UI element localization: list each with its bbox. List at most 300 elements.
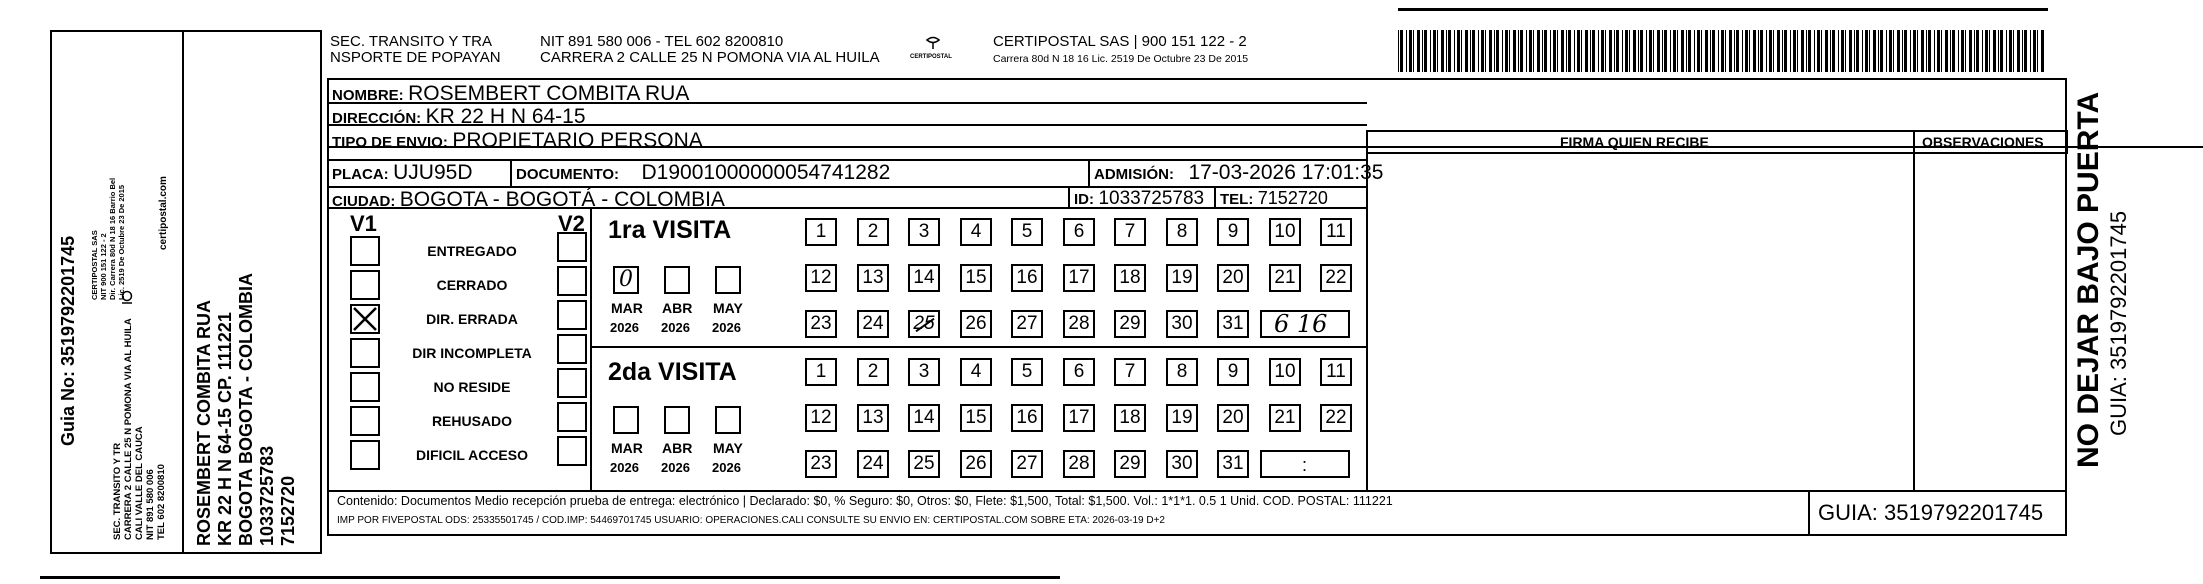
- stub-sender-line: CALI VALLE DEL CAUCA: [134, 426, 145, 540]
- v2-label: V2: [558, 211, 585, 236]
- barcode-bar: [1745, 30, 1748, 72]
- visit1-day-box[interactable]: 4: [960, 218, 992, 246]
- barcode-bar: [1974, 30, 1975, 72]
- visit1-day-box[interactable]: 25: [908, 310, 940, 338]
- visit2-day-box[interactable]: 8: [1166, 358, 1198, 386]
- stub-carrier-line: Lic. 2519 De Octubre 23 De 2015: [117, 184, 126, 300]
- visit1-day-box[interactable]: 20: [1217, 264, 1249, 292]
- barcode-bar: [1965, 30, 1966, 72]
- header-carrier-line-2: Carrera 80d N 18 16 Lic. 2519 De Octubre 23 De 2015: [993, 53, 1249, 65]
- barcode-bar: [1897, 30, 1900, 72]
- barcode-bar: [1718, 30, 1719, 72]
- barcode-bar: [1921, 30, 1924, 72]
- barcode-bar: [1509, 30, 1510, 72]
- nombre-field: [332, 83, 689, 104]
- barcode-bar: [2033, 30, 2036, 72]
- header-sender-address: CARRERA 2 CALLE 25 N POMONA VIA AL HUILA: [540, 49, 880, 66]
- visit1-day-box[interactable]: 14: [908, 264, 940, 292]
- barcode-bar: [1574, 30, 1575, 72]
- barcode-bar: [2037, 30, 2038, 72]
- visit1-time-box: [1260, 310, 1350, 338]
- barcode-bar: [1845, 30, 1846, 72]
- stub-carrier: [90, 178, 126, 300]
- visit2-title: 2da VISITA: [608, 358, 737, 386]
- tipo-label: TIPO DE ENVIO:: [332, 134, 448, 151]
- barcode-bar: [1470, 30, 1471, 72]
- top-right-rule: [1398, 8, 2048, 11]
- visit1-month-box[interactable]: [664, 266, 690, 294]
- tel-divider: [1214, 186, 1216, 207]
- barcode-bar: [1926, 30, 1927, 72]
- barcode-bar: [1945, 30, 1948, 72]
- status-col-right: [590, 207, 592, 490]
- visit1-month-label: MAR: [611, 300, 643, 316]
- stub-recipient: [194, 273, 299, 546]
- visit2-day-box[interactable]: 11: [1320, 358, 1352, 386]
- visit1-day-box[interactable]: 27: [1011, 310, 1043, 338]
- barcode-bar: [1638, 30, 1639, 72]
- visit2-day-box[interactable]: 10: [1269, 358, 1301, 386]
- visit2-day-box[interactable]: 28: [1063, 450, 1095, 478]
- barcode-bar: [1673, 30, 1676, 72]
- status-v1-checkbox[interactable]: [350, 338, 380, 368]
- barcode-bar: [1701, 30, 1702, 72]
- barcode-bar: [1777, 30, 1780, 72]
- barcode-bar: [1806, 30, 1807, 72]
- visit1-day-box[interactable]: 7: [1114, 218, 1146, 246]
- visit2-day-box[interactable]: 19: [1166, 404, 1198, 432]
- visit2-month-box[interactable]: [715, 406, 741, 434]
- barcode-bar: [1766, 30, 1767, 72]
- status-v2-checkbox[interactable]: [557, 436, 587, 466]
- barcode-bar: [1869, 30, 1870, 72]
- visit1-day-box[interactable]: 11: [1320, 218, 1352, 246]
- visit1-day-box[interactable]: 13: [857, 264, 889, 292]
- visit2-time-placeholder: :: [1302, 455, 1308, 475]
- barcode-top-right: [1398, 30, 2050, 72]
- status-v2-checkbox[interactable]: [557, 402, 587, 432]
- barcode-bar: [1485, 30, 1486, 72]
- placa-value: UJU95D: [393, 161, 473, 184]
- barcode-bar: [1712, 30, 1715, 72]
- visit1-day-box[interactable]: 31: [1217, 310, 1249, 338]
- barcode-bar: [1982, 30, 1983, 72]
- barcode-bar: [1808, 30, 1811, 72]
- bottom-rule: [40, 576, 1060, 579]
- v1-label: V1: [350, 211, 377, 236]
- barcode-bar: [1409, 30, 1412, 72]
- tel-field: [1220, 189, 1328, 208]
- col-firma-left: [1366, 130, 1368, 491]
- barcode-bar: [1854, 30, 1855, 72]
- visit1-day-box[interactable]: 23: [805, 310, 837, 338]
- direccion-field: [332, 106, 586, 127]
- stub-sender-line: SEC. TRANSITO Y TR: [112, 442, 123, 540]
- barcode-bar: [1553, 30, 1556, 72]
- barcode-bar: [1433, 30, 1436, 72]
- barcode-bar: [1481, 30, 1484, 72]
- barcode-bar: [1662, 30, 1663, 72]
- visit1-month-label: MAY: [713, 300, 743, 316]
- visit1-day-box[interactable]: 2: [857, 218, 889, 246]
- barcode-bar: [1889, 30, 1892, 72]
- admision-value: 17-03-2026 17:01:35: [1188, 161, 1384, 184]
- visit1-day-box[interactable]: 10: [1269, 218, 1301, 246]
- barcode-bar: [1502, 30, 1503, 72]
- barcode-bar: [1913, 30, 1916, 72]
- barcode-bar: [1577, 30, 1580, 72]
- visit1-day-box[interactable]: 1: [805, 218, 837, 246]
- status-v2-checkbox[interactable]: [557, 266, 587, 296]
- firma-header: FIRMA QUIEN RECIBE: [1560, 134, 1709, 150]
- barcode-bar: [1950, 30, 1951, 72]
- barcode-bar: [1437, 30, 1438, 72]
- visit2-month-box[interactable]: [613, 406, 639, 434]
- barcode-bar: [1557, 30, 1558, 72]
- header-sender-name: [330, 34, 501, 66]
- no-dejar-bajo-puerta: NO DEJAR BAJO PUERTA: [2072, 91, 2105, 468]
- barcode-bar: [1592, 30, 1595, 72]
- barcode-bar: [1496, 30, 1499, 72]
- visit2-day-box[interactable]: 12: [805, 404, 837, 432]
- barcode-bar: [1598, 30, 1599, 72]
- barcode-bar: [1646, 30, 1647, 72]
- barcode-bar: [1537, 30, 1540, 72]
- visit2-day-box[interactable]: 1: [805, 358, 837, 386]
- visit2-month-box[interactable]: [664, 406, 690, 434]
- barcode-bar: [1550, 30, 1551, 72]
- visit2-day-box[interactable]: 18: [1114, 404, 1146, 432]
- barcode-bar: [1422, 30, 1423, 72]
- barcode-bar: [1880, 30, 1883, 72]
- barcode-bar: [1533, 30, 1534, 72]
- visit1-day-box[interactable]: 5: [1011, 218, 1043, 246]
- stub-carrier-line: Dir. Carrera 80d N 18 16 Barrio Bel: [108, 177, 117, 300]
- barcode-bar: [1581, 30, 1582, 72]
- visit2-day-box[interactable]: 24: [857, 450, 889, 478]
- barcode-bar: [1917, 30, 1918, 72]
- visit2-day-box[interactable]: 2: [857, 358, 889, 386]
- barcode-bar: [2013, 30, 2014, 72]
- barcode-bar: [2006, 30, 2007, 72]
- status-v2-checkbox[interactable]: [557, 334, 587, 364]
- header-sender-name-1: SEC. TRANSITO Y TRA: [330, 33, 492, 50]
- visit1-day-box[interactable]: 16: [1011, 264, 1043, 292]
- visit1-day-box[interactable]: 15: [960, 264, 992, 292]
- tel-label: TEL:: [1220, 191, 1254, 208]
- status-v2-checkbox[interactable]: [557, 368, 587, 398]
- barcode-bar: [1793, 30, 1796, 72]
- barcode-bar: [1400, 30, 1403, 72]
- visit2-day-box[interactable]: 26: [960, 450, 992, 478]
- visit1-day-box[interactable]: 8: [1166, 218, 1198, 246]
- visit2-day-box[interactable]: 3: [908, 358, 940, 386]
- visit2-day-box[interactable]: 16: [1011, 404, 1043, 432]
- barcode-bar: [1734, 30, 1735, 72]
- status-label: DIFICIL ACCESO: [415, 447, 528, 463]
- barcode-bar: [1544, 30, 1547, 72]
- barcode-bar: [2017, 30, 2020, 72]
- barcode-bar: [1513, 30, 1516, 72]
- stub-carrier-line: NIT 900 151 122 - 2: [99, 233, 108, 300]
- visit2-day-box[interactable]: 25: [908, 450, 940, 478]
- barcode-bar: [1561, 30, 1564, 72]
- documento-value: D19001000000054741282: [641, 161, 891, 184]
- nombre-value: ROSEMBERT COMBITA RUA: [408, 82, 690, 105]
- visit1-day-box[interactable]: 19: [1166, 264, 1198, 292]
- status-label: ENTREGADO: [427, 243, 517, 259]
- stub-guia-number: Guia No: 3519792201745: [58, 235, 78, 446]
- tipo-value: PROPIETARIO PERSONA: [452, 129, 703, 152]
- visit2-month-label: MAR: [611, 440, 643, 456]
- barcode-bar: [1465, 30, 1468, 72]
- stub-sender: [112, 318, 167, 540]
- barcode-bar: [1934, 30, 1935, 72]
- barcode-bar: [1526, 30, 1527, 72]
- barcode-bar: [1928, 30, 1931, 72]
- visit1-day-box[interactable]: 12: [805, 264, 837, 292]
- barcode-bar: [1633, 30, 1636, 72]
- barcode-bar: [1448, 30, 1451, 72]
- header-certipostal-logo: [908, 34, 958, 66]
- footer-line-1: Contenido: Documentos Medio recepción prueba de entrega: electrónico | Declarado: $0, % Seguro: $0, Otros: $0, Flete: $1,500, Total: $1,500. Vol.: 1*1*1. 0.5 1 Unid. COD. POSTAL: 111221: [337, 494, 1393, 508]
- right-margin-guia: GUIA: 3519792201745: [2106, 210, 2131, 436]
- visit2-day-box[interactable]: 20: [1217, 404, 1249, 432]
- visit1-handwritten-time: 6 16: [1274, 310, 1328, 338]
- footer-guia: GUIA: 3519792201745: [1818, 500, 2044, 525]
- visit2-day-box[interactable]: 6: [1063, 358, 1095, 386]
- visit1-day-box[interactable]: 9: [1217, 218, 1249, 246]
- visit1-day-box[interactable]: 24: [857, 310, 889, 338]
- visit2-day-box[interactable]: 29: [1114, 450, 1146, 478]
- barcode-bar: [1865, 30, 1868, 72]
- ciudad-label: CIUDAD:: [332, 193, 396, 210]
- barcode-bar: [1801, 30, 1804, 72]
- barcode-bar: [1989, 30, 1990, 72]
- day-strike-mark: [915, 318, 934, 332]
- barcode-bar: [1862, 30, 1863, 72]
- stub-recipient-line: BOGOTA BOGOTA - COLOMBIA: [236, 273, 256, 546]
- barcode-bar: [1697, 30, 1700, 72]
- barcode-bar: [1566, 30, 1567, 72]
- barcode-bar: [1886, 30, 1887, 72]
- barcode-bar: [2030, 30, 2031, 72]
- status-label: REHUSADO: [431, 413, 513, 429]
- documento-field: [516, 162, 890, 183]
- visit2-day-box[interactable]: 30: [1166, 450, 1198, 478]
- admision-divider: [1088, 159, 1090, 186]
- barcode-bar: [1769, 30, 1772, 72]
- visit1-year-label: 2026: [661, 320, 690, 335]
- header-sender-nit: NIT 891 580 006 - TEL 602 8200810: [540, 33, 784, 50]
- visit2-day-box[interactable]: 23: [805, 450, 837, 478]
- barcode-bar: [1821, 30, 1822, 72]
- visit1-day-box[interactable]: 3: [908, 218, 940, 246]
- barcode-bar: [1742, 30, 1743, 72]
- barcode-bar: [1664, 30, 1667, 72]
- barcode-bar: [1976, 30, 1979, 72]
- barcode-bar: [1472, 30, 1475, 72]
- id-label: ID:: [1074, 191, 1094, 208]
- stub-recipient-line: ROSEMBERT COMBITA RUA: [194, 300, 214, 546]
- barcode-bar: [1773, 30, 1774, 72]
- visit2-day-box[interactable]: 15: [960, 404, 992, 432]
- visit2-day-box[interactable]: 14: [908, 404, 940, 432]
- barcode-bar: [1832, 30, 1835, 72]
- barcode-bar: [1461, 30, 1462, 72]
- visit1-year-label: 2026: [712, 320, 741, 335]
- barcode-bar: [1622, 30, 1623, 72]
- barcode-bar: [1457, 30, 1460, 72]
- barcode-bar: [1398, 30, 1399, 72]
- visit2-day-box[interactable]: 17: [1063, 404, 1095, 432]
- stub-carrier-site: certipostal.com: [158, 176, 169, 250]
- direccion-value: KR 22 H N 64-15: [425, 105, 586, 128]
- visit2-day-box[interactable]: 21: [1269, 404, 1301, 432]
- stub-carrier-line: CERTIPOSTAL SAS: [90, 230, 99, 300]
- status-v1-checkbox[interactable]: [350, 304, 380, 334]
- barcode-bar: [1758, 30, 1759, 72]
- visit2-day-box[interactable]: 7: [1114, 358, 1146, 386]
- admision-field: [1094, 162, 1383, 183]
- stub-sender-line: NIT 891 580 006: [145, 469, 156, 540]
- visit1-day-box[interactable]: 26: [960, 310, 992, 338]
- barcode-bar: [2022, 30, 2023, 72]
- status-v1-checkbox[interactable]: [350, 440, 380, 470]
- barcode-bar: [1721, 30, 1724, 72]
- visit2-day-box[interactable]: 4: [960, 358, 992, 386]
- barcode-bar: [1417, 30, 1420, 72]
- barcode-bar: [1601, 30, 1604, 72]
- status-v1-checkbox[interactable]: [350, 406, 380, 436]
- barcode-bar: [1520, 30, 1523, 72]
- status-v1-checkbox[interactable]: [350, 270, 380, 300]
- visit1-day-box[interactable]: 22: [1320, 264, 1352, 292]
- header-sender-info: [540, 34, 880, 66]
- header-carrier-line-1: CERTIPOSTAL SAS | 900 151 122 - 2: [993, 33, 1247, 50]
- tel-value: 7152720: [1257, 188, 1328, 208]
- barcode-bar: [1893, 30, 1894, 72]
- barcode-bar: [1609, 30, 1612, 72]
- visit2-day-box[interactable]: 27: [1011, 450, 1043, 478]
- barcode-bar: [1937, 30, 1940, 72]
- barcode-bar: [1625, 30, 1628, 72]
- visit1-day-box[interactable]: 29: [1114, 310, 1146, 338]
- visit1-month-box[interactable]: [613, 266, 639, 294]
- barcode-bar: [1878, 30, 1879, 72]
- barcode-bar: [1784, 30, 1787, 72]
- visit2-day-box[interactable]: 31: [1217, 450, 1249, 478]
- barcode-bar: [1958, 30, 1959, 72]
- header-logo-text: CERTIPOSTAL: [910, 54, 952, 60]
- barcode-bar: [1454, 30, 1455, 72]
- barcode-bar: [1430, 30, 1431, 72]
- barcode-bar: [1629, 30, 1630, 72]
- barcode-bar: [1710, 30, 1711, 72]
- barcode-bar: [1518, 30, 1519, 72]
- barcode-bar: [1760, 30, 1763, 72]
- barcode-bar: [2041, 30, 2044, 72]
- placa-field: [332, 162, 472, 183]
- barcode-bar: [1998, 30, 1999, 72]
- barcode-bar: [1614, 30, 1615, 72]
- checkbox-x-mark: [352, 306, 378, 332]
- status-v2-checkbox[interactable]: [557, 300, 587, 330]
- barcode-bar: [1585, 30, 1588, 72]
- barcode-bar: [1790, 30, 1791, 72]
- status-v2-checkbox[interactable]: [557, 232, 587, 262]
- id-value: 1033725783: [1098, 188, 1205, 209]
- barcode-bar: [1902, 30, 1903, 72]
- barcode-bar: [1873, 30, 1876, 72]
- barcode-bar: [1605, 30, 1606, 72]
- barcode-bar: [1725, 30, 1726, 72]
- stub-recipient-line: KR 22 H N 64-15 CP. 111221: [215, 312, 235, 546]
- barcode-bar: [1985, 30, 1988, 72]
- stub-carrier-logo: [120, 290, 134, 306]
- barcode-bar: [1904, 30, 1907, 72]
- visit1-day-box[interactable]: 28: [1063, 310, 1095, 338]
- barcode-bar: [1729, 30, 1732, 72]
- barcode-bar: [1446, 30, 1447, 72]
- barcode-bar: [1686, 30, 1687, 72]
- barcode-bar: [1616, 30, 1619, 72]
- barcode-bar: [1489, 30, 1492, 72]
- barcode-bar: [1542, 30, 1543, 72]
- visit2-day-box[interactable]: 5: [1011, 358, 1043, 386]
- status-label: DIR. ERRADA: [426, 311, 518, 327]
- ciudad-value: BOGOTA - BOGOTÁ - COLOMBIA: [399, 188, 725, 211]
- barcode-bar: [1941, 30, 1942, 72]
- footer-line-2: IMP POR FIVEPOSTAL ODS: 25335501745 / COD.IMP: 54469701745 USUARIO: OPERACIONES.CALI CONSULTE SU ENVIO EN: CERTIPOSTAL.COM SOBRE ETA: 2026-03-19 D+2: [337, 515, 1165, 526]
- barcode-bar: [1681, 30, 1684, 72]
- visit1-day-box[interactable]: 21: [1269, 264, 1301, 292]
- barcode-bar: [1413, 30, 1414, 72]
- visit2-month-label: MAY: [713, 440, 743, 456]
- barcode-bar: [1838, 30, 1839, 72]
- barcode-bar: [1494, 30, 1495, 72]
- visit2-day-box[interactable]: 22: [1320, 404, 1352, 432]
- placa-label: PLACA:: [332, 166, 389, 183]
- row-line: [590, 346, 1367, 348]
- visit1-day-box[interactable]: 17: [1063, 264, 1095, 292]
- visit1-day-box[interactable]: 30: [1166, 310, 1198, 338]
- visit1-day-box[interactable]: 18: [1114, 264, 1146, 292]
- visit2-day-box[interactable]: 9: [1217, 358, 1249, 386]
- visit1-title: 1ra VISITA: [608, 216, 732, 244]
- stub-recipient-line: 1033725783: [257, 445, 277, 546]
- status-v1-checkbox[interactable]: [350, 372, 380, 402]
- status-v1-checkbox[interactable]: [350, 236, 380, 266]
- barcode-bar: [1961, 30, 1964, 72]
- barcode-bar: [1830, 30, 1831, 72]
- visit1-month-label: ABR: [662, 300, 693, 316]
- direccion-label: DIRECCIÓN:: [332, 110, 422, 127]
- footer-line: [327, 490, 2067, 492]
- observaciones-header: OBSERVACIONES: [1922, 134, 2044, 150]
- barcode-bar: [1677, 30, 1678, 72]
- visit2-day-box[interactable]: 13: [857, 404, 889, 432]
- visit2-time-box: [1260, 450, 1350, 478]
- barcode-bar: [1969, 30, 1972, 72]
- visit1-day-box[interactable]: 6: [1063, 218, 1095, 246]
- stub-divider: [182, 30, 184, 554]
- visit1-month-box[interactable]: [715, 266, 741, 294]
- visit2-month-label: ABR: [662, 440, 693, 456]
- barcode-bar: [2009, 30, 2012, 72]
- footer-guia-divider: [1808, 490, 1810, 536]
- header-sender-name-2: NSPORTE DE POPAYAN: [330, 49, 501, 66]
